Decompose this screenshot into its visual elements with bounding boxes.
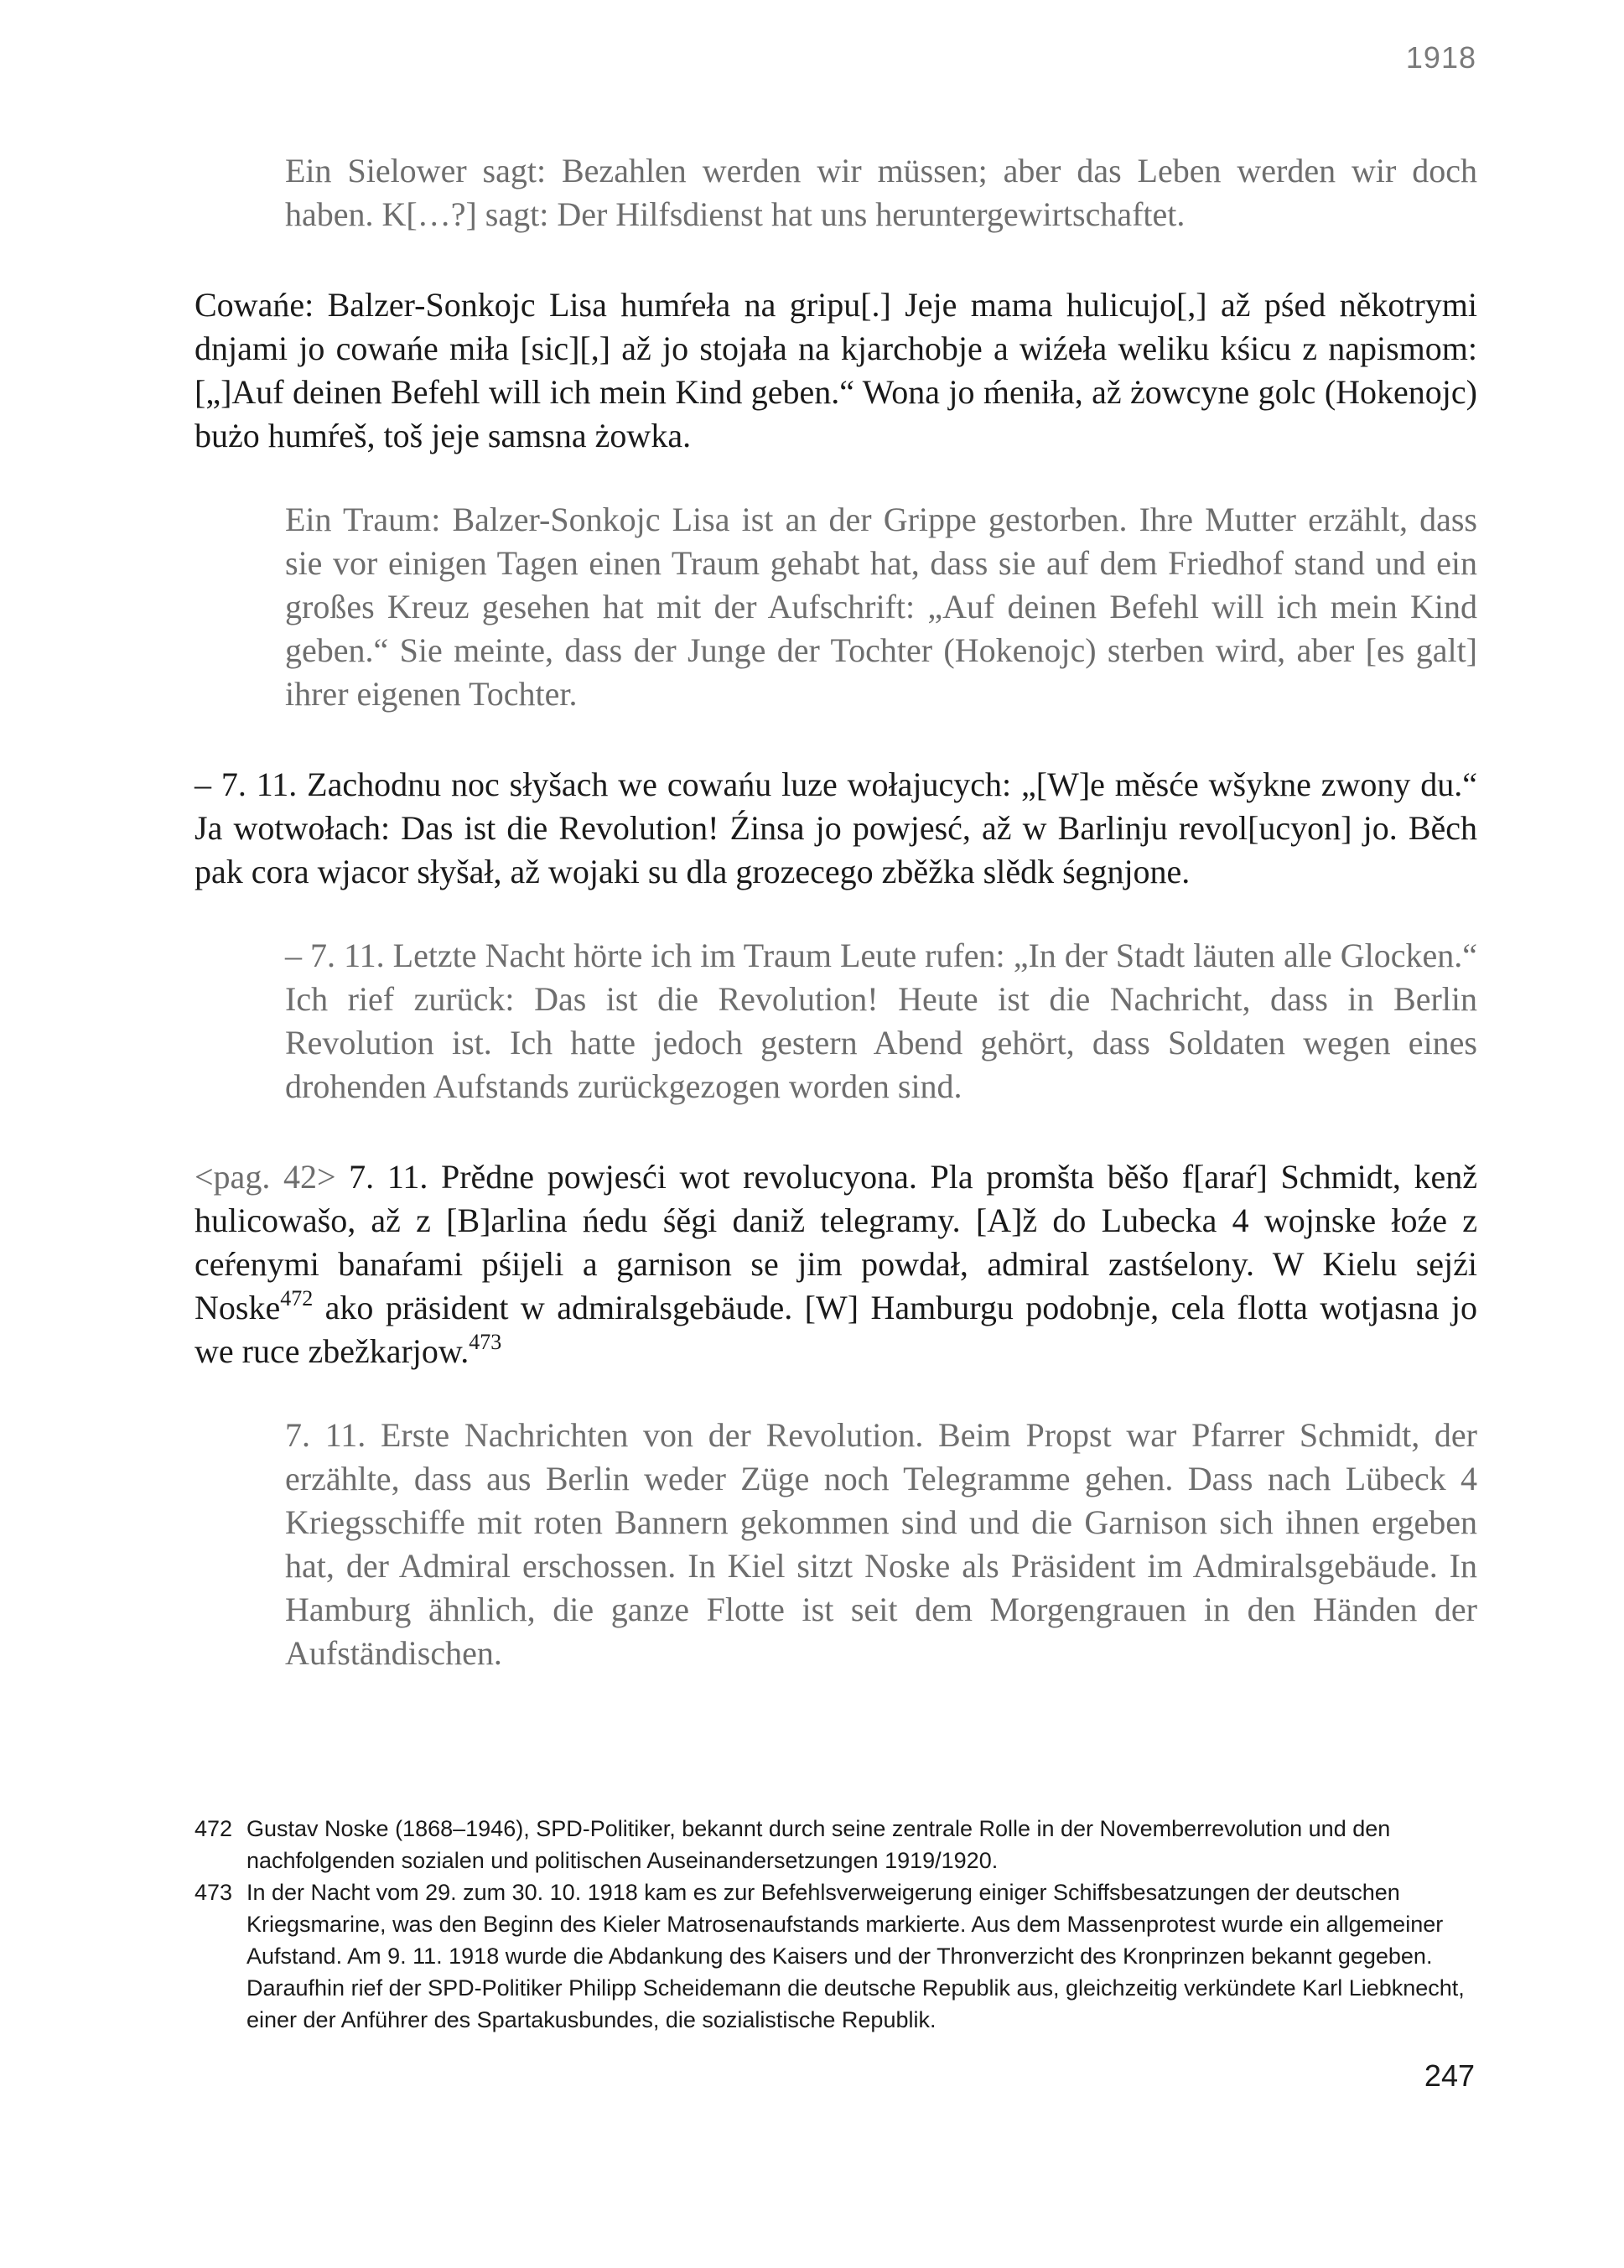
footnotes xyxy=(195,1813,1477,2036)
footnote xyxy=(195,1876,1477,2036)
footnote xyxy=(195,1813,1477,1876)
sorbian-entry: Cowańe: Balzer-Sonkojc Lisa humŕeła na gripu[.] Jeje mama hulicujo[,] až pśed někotrymi dnjami jo cowańe miła [sic][,] až jo stojała na kjarchobje a wiźeła weliku kśicu z napismom: [„]Auf deinen Befehl will ich mein Kind geben.“ Wona jo ḿeniła, až żowcyne golc (Hokenojc) bużo humŕeš, toš jeje samsna żowka. xyxy=(195,286,1477,454)
footnote-ref[interactable]: 473 xyxy=(469,1330,502,1354)
footnote-text: In der Nacht vom 29. zum 30. 10. 1918 kam es zur Befehlsverweigerung einiger Schiffsbesatzungen der deutschen Kriegsmarine, was den Beginn des Kieler Matrosenaufstands markierte. Aus dem Massenprotest wurde ein allgemeiner Aufstand. Am 9. 11. 1918 wurde die Abdankung des Kaisers und der Thronverzicht des Kronprinzen bekannt gegeben. Daraufhin rief der SPD-Politiker Philipp Scheidemann die deutsche Republik aus, gleichzeitig verkündete Karl Liebknecht, einer der Anführer des Spartakusbundes, die sozialistische Republik. xyxy=(246,1880,1465,2032)
sorbian-entry: – 7. 11. Zachodnu noc słyšach we cowańu luze wołajucych: „[W]e měsćе wšykne zwony du.“ Ja wotwołach: Das ist die Revolution! Źinsa jo powjesć, až w Barlinju revol[ucyon] jo. Běch pak cora wjacor słyšał, až wojaki su dla grozecego zběžka slědk śegnjone. xyxy=(195,766,1477,890)
footnote-ref[interactable]: 472 xyxy=(280,1286,314,1310)
page-number: 247 xyxy=(1424,2058,1475,2093)
german-translation: 7. 11. Erste Nachrichten von der Revolution. Beim Propst war Pfarrer Schmidt, der erzählte, dass aus Berlin weder Züge noch Telegramme gehen. Dass nach Lübeck 4 Kriegsschiffe mit roten Bannern gekommen sind und die Garnison sich ihnen ergeben hat, der Admiral erschossen. In Kiel sitzt Noske als Präsident im Admiralsgebäude. In Hamburg ähnlich, die ganze Flotte ist seit dem Morgengrauen in den Händen der Aufständischen. xyxy=(285,1416,1477,1672)
sorbian-entry xyxy=(195,1155,1477,1373)
german-translation: Ein Sielower sagt: Bezahlen werden wir müssen; aber das Leben werden wir doch haben. K[…?] sagt: Der Hilfsdienst hat uns heruntergewirtschaftet. xyxy=(285,152,1477,233)
sorbian-text: 7. 11. Prědne powjesći wot revolucyona. Pla promšta běšo f[araŕ] Schmidt, kenž hulicowašo, až z [B]arlina ńedu śěgi daniž telegramy. [A]ž do Lubecka 4 wojnske łoźe z ceŕenymi banaŕami pśijeli a garnison se jim powdał, admiral zastśelony. W Kielu sejźi Noske xyxy=(195,1158,1478,1326)
running-head: 1918 xyxy=(1405,40,1476,75)
footnote-number: 472 xyxy=(195,1816,233,1841)
sorbian-text: ako präsident w admiralsgebäude. [W] Hamburgu podobnje, cela flotta wotjasna jo we ruce zbežkarjow. xyxy=(195,1289,1477,1370)
german-translation: Ein Traum: Balzer-Sonkojc Lisa ist an der Grippe gestorben. Ihre Mutter erzählt, dass sie vor einigen Tagen einen Traum gehabt hat, dass sie auf dem Friedhof stand und ein großes Kreuz gesehen hat mit der Aufschrift: „Auf deinen Befehl will ich mein Kind geben.“ Sie meinte, dass der Junge der Tochter (Hokenojc) sterben wird, aber [es galt] ihrer eigenen Tochter. xyxy=(285,501,1477,713)
page-reference: <pag. 42> xyxy=(195,1158,336,1196)
footnote-number: 473 xyxy=(195,1880,233,1905)
footnote-text: Gustav Noske (1868–1946), SPD-Politiker, bekannt durch seine zentrale Rolle in der Novemberrevolution und den nachfolgenden sozialen und politischen Auseinandersetzungen 1919/1920. xyxy=(246,1816,1391,1873)
german-translation: – 7. 11. Letzte Nacht hörte ich im Traum Leute rufen: „In der Stadt läuten alle Glocken.“ Ich rief zurück: Das ist die Revolution! Heute ist die Nachricht, dass in Berlin Revolution ist. Ich hatte jedoch gestern Abend gehört, dass Soldaten wegen eines drohenden Aufstands zurückgezogen worden sind. xyxy=(285,937,1477,1105)
main-text xyxy=(195,149,1477,1675)
